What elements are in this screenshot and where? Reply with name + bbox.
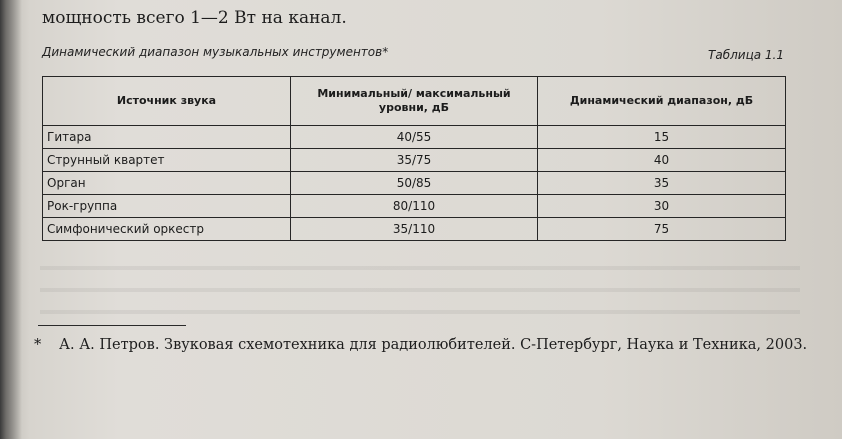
header-source: Источник звука (43, 77, 291, 126)
body-text-line: мощность всего 1—2 Вт на канал. (42, 8, 347, 28)
cell-levels: 80/110 (291, 195, 538, 218)
cell-source: Рок-группа (43, 195, 291, 218)
table-header-row (43, 77, 786, 126)
table-row (43, 195, 786, 218)
cell-range: 35 (538, 172, 786, 195)
table-row (43, 172, 786, 195)
header-range: Динамический диапазон, дБ (538, 77, 786, 126)
cell-levels: 40/55 (291, 126, 538, 149)
table-caption (42, 45, 784, 63)
cell-source: Струнный квартет (43, 149, 291, 172)
cell-levels: 50/85 (291, 172, 538, 195)
table-row (43, 218, 786, 241)
footnote-text: А. А. Петров. Звуковая схемотехника для радиолюбителей. С-Петербург, Наука и Техника, 2003. (59, 337, 808, 353)
dynamic-range-table (42, 76, 786, 241)
footnote-divider (38, 325, 186, 326)
table-title: Динамический диапазон музыкальных инструментов* (42, 45, 389, 59)
cell-levels: 35/75 (291, 149, 538, 172)
cell-levels: 35/110 (291, 218, 538, 241)
table-number: Таблица 1.1 (708, 48, 784, 62)
table-row (43, 149, 786, 172)
cell-range: 30 (538, 195, 786, 218)
cell-range: 40 (538, 149, 786, 172)
cell-source: Симфонический оркестр (43, 218, 291, 241)
cell-source: Гитара (43, 126, 291, 149)
cell-source: Орган (43, 172, 291, 195)
footnote (34, 335, 814, 356)
cell-range: 15 (538, 126, 786, 149)
table-row (43, 126, 786, 149)
show-through-text (40, 258, 800, 318)
footnote-marker: * (34, 337, 42, 353)
cell-range: 75 (538, 218, 786, 241)
header-levels: Минимальный/ максимальный уровни, дБ (291, 77, 538, 126)
page-edge-shadow (0, 0, 22, 439)
